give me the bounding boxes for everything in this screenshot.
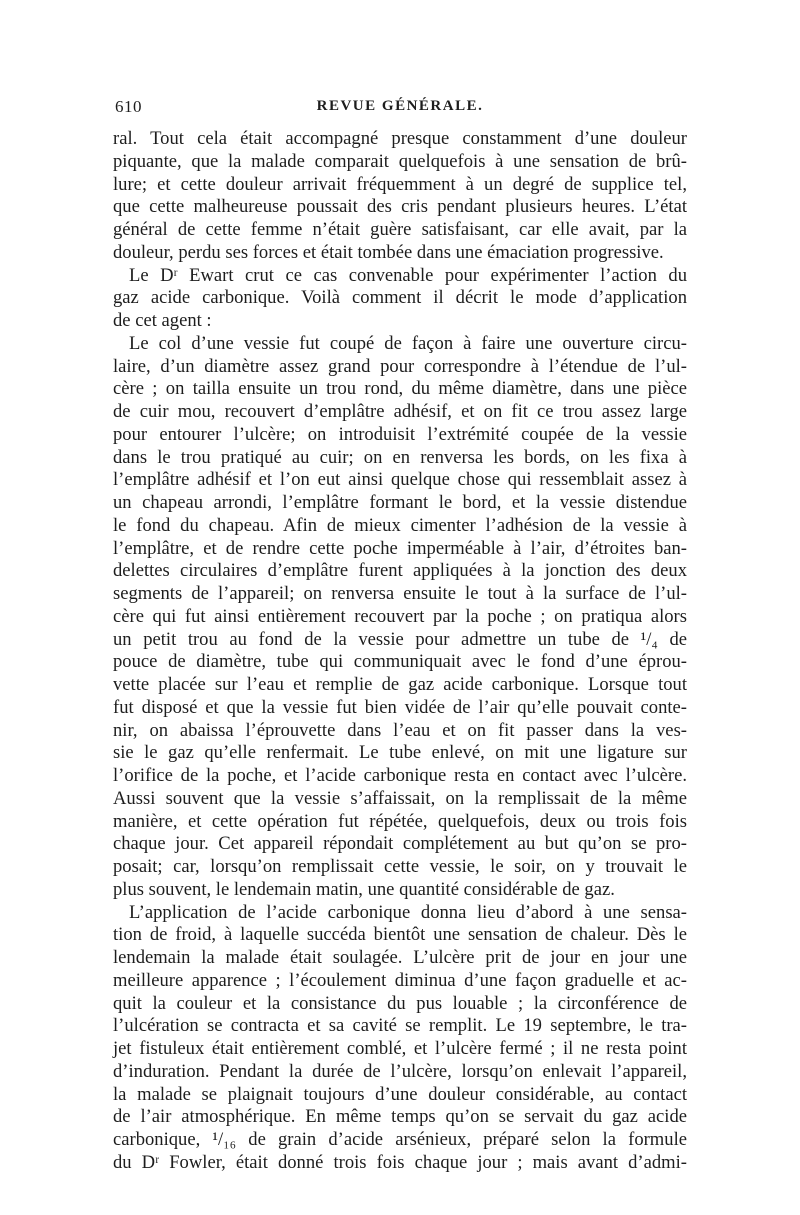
- text-line: laire, d’un diamètre assez grand pour correspondre à l’étendue de l’ul-: [113, 355, 687, 377]
- text-line: que cette malheureuse poussait des cris pendant plusieurs heures. L’état: [113, 196, 687, 218]
- text-line: l’ulcération se contracta et sa cavité se remplit. Le 19 septembre, le tra-: [113, 1015, 687, 1037]
- text-line: chaque jour. Cet appareil répondait complétement au but qu’on se pro-: [113, 833, 687, 855]
- text-line: du Dʳ Fowler, était donné trois fois chaque jour ; mais avant d’admi-: [113, 1151, 687, 1173]
- text-line: fut disposé et que la vessie fut bien vidée de l’air qu’elle pouvait conte-: [113, 696, 687, 718]
- text-line: douleur, perdu ses forces et était tombée dans une émaciation progressive.: [113, 241, 664, 263]
- text-line: meilleure apparence ; l’écoulement diminua d’une façon graduelle et ac-: [113, 969, 687, 991]
- text-line: Le col d’une vessie fut coupé de façon à faire une ouverture circu-: [129, 332, 687, 354]
- text-line: un chapeau arrondi, l’emplâtre formant le bord, et la vessie distendue: [113, 492, 687, 513]
- text-line: delettes circulaires d’emplâtre furent appliquées à la jonction des deux: [113, 560, 687, 582]
- text-line: jet fistuleux était entièrement comblé, et l’ulcère fermé ; il ne resta point: [113, 1038, 687, 1059]
- page-body: [113, 128, 687, 1175]
- text-line: cère qui fut ainsi entièrement recouvert par la poche ; on pratiqua alors: [113, 605, 687, 627]
- text-line: cère ; on tailla ensuite un trou rond, du même diamètre, dans une pièce: [113, 378, 687, 400]
- text-line: quit la couleur et la consistance du pus louable ; la circonférence de: [113, 992, 687, 1014]
- text-line: l’orifice de la poche, et l’acide carbonique resta en contact avec l’ulcère.: [113, 765, 687, 786]
- text-line: piquante, que la malade comparait quelquefois à une sensation de brû-: [113, 150, 687, 172]
- running-title: REVUE GÉNÉRALE.: [316, 98, 484, 114]
- text-line: un petit trou au fond de la vessie pour admettre un tube de ¹/₄ de: [113, 628, 687, 650]
- text-line: posait; car, lorsqu’on remplissait cette vessie, le soir, on y trouvait le: [113, 856, 687, 877]
- text-line: l’emplâtre, et de rendre cette poche imperméable à l’air, d’étroites ban-: [113, 537, 687, 559]
- text-line: d’induration. Pendant la durée de l’ulcère, lorsqu’on enlevait l’appareil,: [113, 1060, 687, 1082]
- page-number: 610: [115, 97, 142, 116]
- text-line: segments de l’appareil; on renversa ensuite le tout à la surface de l’ul-: [113, 583, 687, 604]
- text-line: lure; et cette douleur arrivait fréquemment à un degré de supplice tel,: [113, 173, 687, 195]
- text-line: la malade se plaignait toujours d’une douleur considérable, au contact: [113, 1083, 687, 1105]
- text-line: de cet agent :: [113, 310, 212, 331]
- page-header: [115, 97, 685, 123]
- text-line: plus souvent, le lendemain matin, une quantité considérable de gaz.: [113, 878, 615, 900]
- text-line: gaz acide carbonique. Voilà comment il décrit le mode d’application: [113, 287, 687, 309]
- text-line: L’application de l’acide carbonique donna lieu d’abord à une sensa-: [129, 901, 687, 923]
- text-line: le fond du chapeau. Afin de mieux cimenter l’adhésion de la vessie à: [113, 514, 687, 536]
- text-line: ral. Tout cela était accompagné presque constamment d’une douleur: [113, 128, 687, 149]
- text-line: carbonique, ¹/₁₆ de grain d’acide arsénieux, préparé selon la formule: [113, 1129, 687, 1150]
- text-line: pouce de diamètre, tube qui communiquait avec le fond d’une éprou-: [113, 651, 687, 673]
- text-line: pour entourer l’ulcère; on introduisit l’extrémité coupée de la vessie: [113, 423, 687, 445]
- text-line: vette placée sur l’eau et remplie de gaz acide carbonique. Lorsque tout: [113, 674, 687, 695]
- text-line: manière, et cette opération fut répétée, quelquefois, deux ou trois fois: [113, 810, 687, 832]
- text-line: Aussi souvent que la vessie s’affaissait, on la remplissait de la même: [113, 787, 687, 809]
- text-line: lendemain la malade était soulagée. L’ulcère prit de jour en jour une: [113, 947, 687, 968]
- text-line: nir, on abaissa l’éprouvette dans l’eau et on fit passer dans la ves-: [113, 719, 687, 741]
- text-line: sie le gaz qu’elle renfermait. Le tube enlevé, on mit une ligature sur: [113, 742, 687, 764]
- text-line: tion de froid, à laquelle succéda bientôt une sensation de chaleur. Dès le: [113, 924, 687, 946]
- text-line: général de cette femme n’était guère satisfaisant, car elle avait, par la: [113, 219, 687, 240]
- text-line: l’emplâtre adhésif et l’on eut ainsi quelque chose qui ressemblait assez à: [113, 469, 687, 491]
- text-line: Le Dʳ Ewart crut ce cas convenable pour expérimenter l’action du: [129, 264, 687, 286]
- text-line: dans le trou pratiqué au cuir; on en renversa les bords, on les fixa à: [113, 446, 687, 468]
- text-line: de cuir mou, recouvert d’emplâtre adhésif, et on fit ce trou assez large: [113, 401, 687, 422]
- text-line: de l’air atmosphérique. En même temps qu’on se servait du gaz acide: [113, 1106, 687, 1128]
